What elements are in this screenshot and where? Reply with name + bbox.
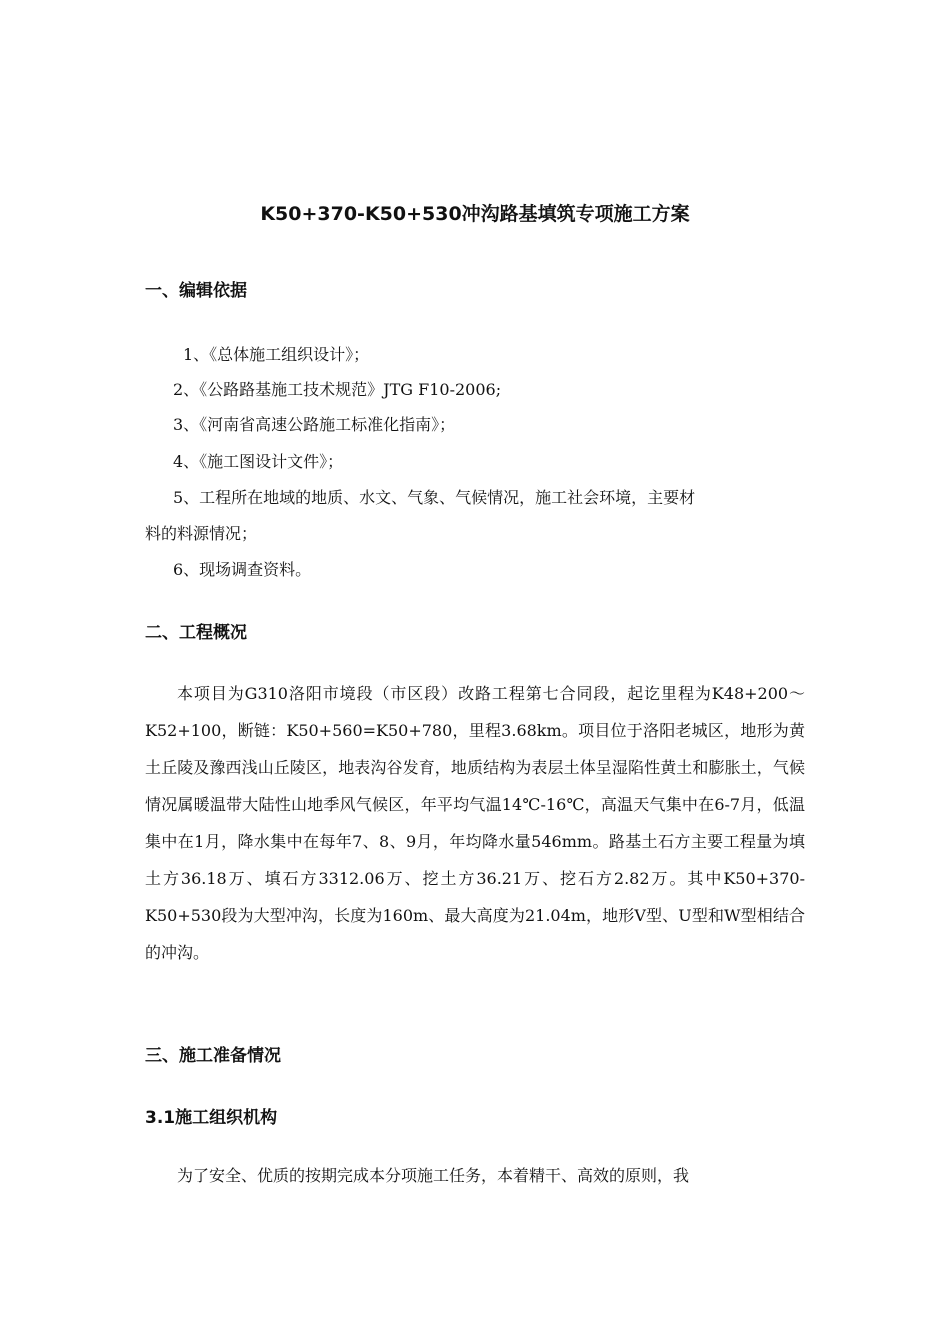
basis-item-5: 5、工程所在地域的地质、水文、气象、气候情况，施工社会环境，主要材 [173,488,696,507]
project-overview-paragraph: 本项目为G310洛阳市境段（市区段）改路工程第七合同段，起讫里程为K48+200～K52+100，断链：K50+560=K50+780，里程3.68km。项目位于洛阳老城区，地形为黄土丘陵及豫西浅山丘陵区，地表沟谷发育，地质结构为表层土体呈湿陷性黄土和膨胀土，气候情况属暖温带大陆性山地季风气候区，年平均气温14℃-16℃，高温天气集中在6-7月，低温集中在1月，降水集中在每年7、8、9月，年均降水量546mm。路基土石方主要工程量为填土方36.18万、填石方3312.06万、挖土方36.21万、挖石方2.82万。其中K50+370-K50+530段为大型冲沟，长度为160m、最大高度为21.04m，地形V型、U型和W型相结合的冲沟。 [145,684,805,962]
section-3-heading: 三、施工准备情况 [145,1046,281,1066]
section-1-heading: 一、编辑依据 [145,281,247,301]
basis-item-5-continued: 料的料源情况； [145,524,258,543]
basis-item-1: 1、《总体施工组织设计》； [183,345,370,364]
basis-item-2: 2、《公路路基施工技术规范》JTG F10-2006; [173,380,502,399]
subsection-3-1-heading: 3.1施工组织机构 [145,1108,278,1128]
basis-item-4: 4、《施工图设计文件》； [173,452,344,471]
basis-item-3: 3、《河南省高速公路施工标准化指南》； [173,415,456,434]
section-2-heading: 二、工程概况 [145,623,247,643]
basis-item-6: 6、现场调查资料。 [173,560,312,579]
document-title: K50+370-K50+530冲沟路基填筑专项施工方案 [260,203,690,225]
organization-paragraph: 为了安全、优质的按期完成本分项施工任务，本着精干、高效的原则，我 [177,1166,690,1185]
